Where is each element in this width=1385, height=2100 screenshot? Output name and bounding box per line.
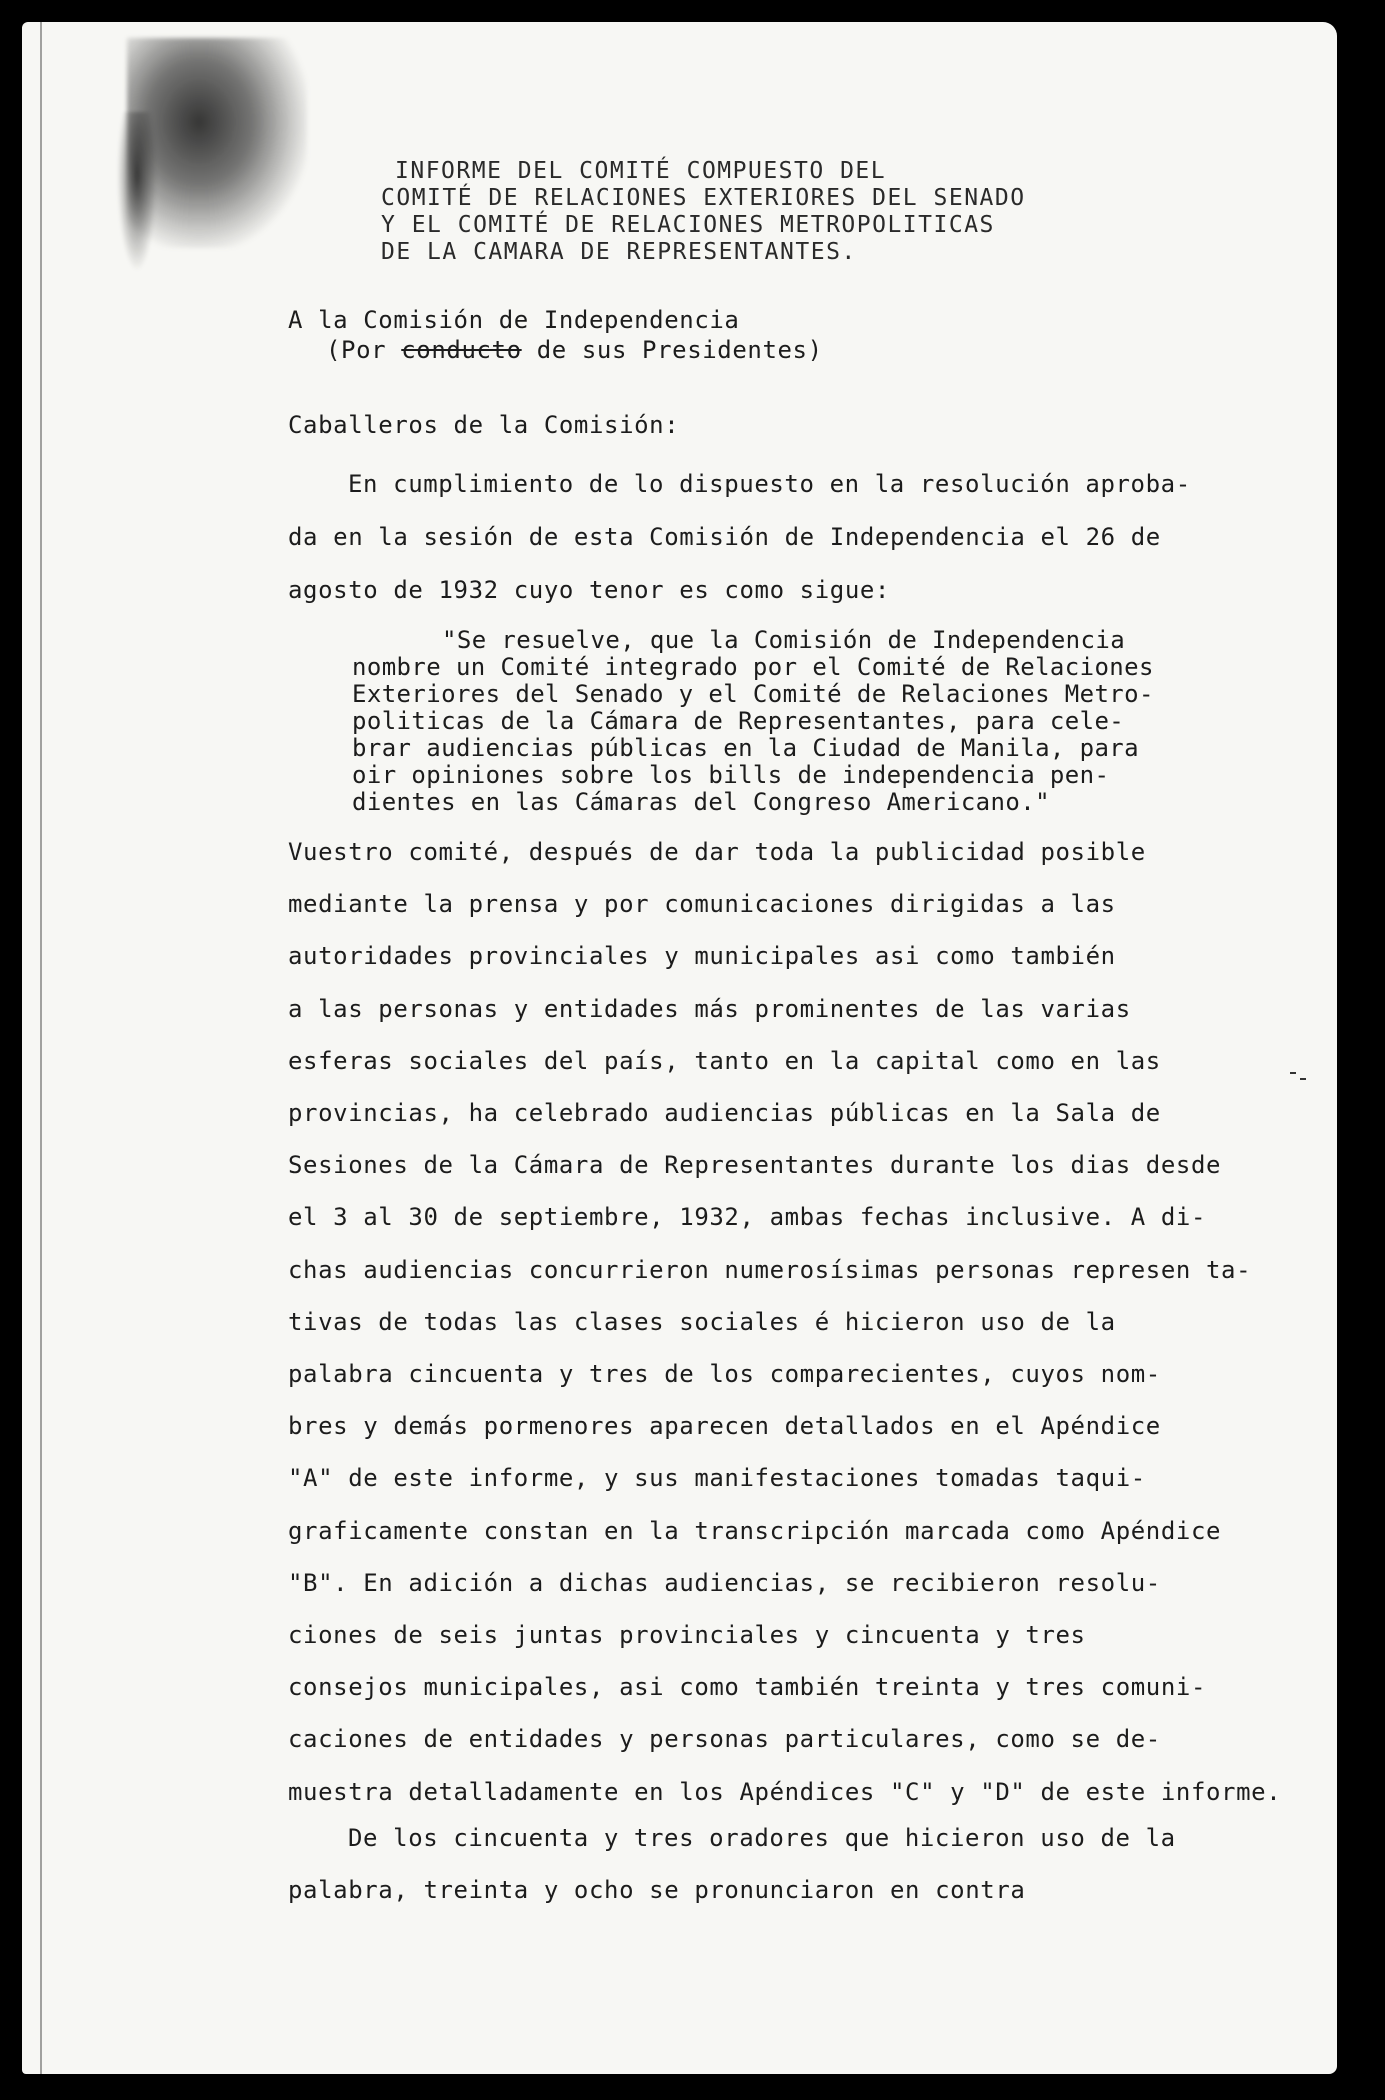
paragraph-1	[288, 458, 1288, 617]
addressee	[288, 305, 1288, 365]
struck-word: conducto	[401, 336, 522, 364]
paragraph-line: el 3 al 30 de septiembre, 1932, ambas fechas inclusive. A di-	[288, 1203, 1207, 1232]
quote-line: brar audiencias públicas en la Ciudad de Manila, para	[352, 734, 1140, 762]
addressee-via-open: (Por	[326, 336, 402, 364]
paragraph-line: consejos municipales, asi como también treinta y tres comuni-	[288, 1673, 1207, 1702]
paragraph-line: a las personas y entidades más prominentes de las varias	[288, 994, 1131, 1023]
paragraph-line: graficamente constan en la transcripción marcada como Apéndice	[288, 1516, 1222, 1545]
paragraph-line: caciones de entidades y personas particulares, como se de-	[288, 1725, 1161, 1754]
quoted-resolution	[352, 627, 1252, 816]
paragraph-line: "B". En adición a dichas audiencias, se recibieron resolu-	[288, 1568, 1161, 1597]
salutation: Caballeros de la Comisión:	[288, 411, 680, 439]
paragraph-line: En cumplimiento de lo dispuesto en la resolución aproba-	[348, 470, 1191, 498]
paragraph-line: agosto de 1932 cuyo tenor es como sigue:	[288, 576, 890, 604]
page-margin-line	[40, 22, 42, 2074]
title-line: Y EL COMITÉ DE RELACIONES METROPOLITICAS	[381, 212, 995, 238]
document-title	[381, 158, 1115, 266]
scan-mark	[1300, 1078, 1306, 1080]
paragraph-line: muestra detalladamente en los Apéndices "C" y "D" de este informe.	[288, 1777, 1282, 1806]
scan-mark	[1290, 1072, 1296, 1074]
paragraph-line: palabra cincuenta y tres de los comparecientes, cuyos nom-	[288, 1360, 1161, 1389]
paragraph-line: mediante la prensa y por comunicaciones dirigidas a las	[288, 890, 1116, 919]
title-line: COMITÉ DE RELACIONES EXTERIORES DEL SENADO	[381, 185, 1026, 211]
quote-line: oir opiniones sobre los bills de independencia pen-	[352, 761, 1110, 789]
paragraph-line: tivas de todas las clases sociales é hicieron uso de la	[288, 1307, 1116, 1336]
quote-line: politicas de la Cámara de Representantes, para cele-	[352, 707, 1125, 735]
paragraph-line: bres y demás pormenores aparecen detallados en el Apéndice	[288, 1412, 1161, 1441]
paragraph-3	[288, 1812, 1288, 1916]
quote-line: nombre un Comité integrado por el Comité de Relaciones	[352, 653, 1154, 681]
paragraph-line: esferas sociales del país, tanto en la capital como en las	[288, 1046, 1161, 1075]
paragraph-line: da en la sesión de esta Comisión de Independencia el 26 de	[288, 523, 1161, 551]
title-line: DE LA CAMARA DE REPRESENTANTES.	[381, 239, 857, 265]
ink-smudge-lower	[117, 112, 157, 272]
paragraph-line: provincias, ha celebrado audiencias públicas en la Sala de	[288, 1099, 1161, 1128]
paragraph-line: "A" de este informe, y sus manifestaciones tomadas taqui-	[288, 1464, 1146, 1493]
title-line: INFORME DEL COMITÉ COMPUESTO DEL	[395, 158, 887, 184]
paragraph-line: Sesiones de la Cámara de Representantes durante los dias desde	[288, 1151, 1222, 1180]
addressee-line: A la Comisión de Independencia	[288, 306, 740, 334]
addressee-via-line	[288, 335, 1288, 365]
paragraph-line: De los cincuenta y tres oradores que hicieron uso de la	[348, 1824, 1176, 1852]
quote-line: dientes en las Cámaras del Congreso Americano."	[352, 788, 1050, 816]
paragraph-line: chas audiencias concurrieron numerosísimas personas represen ta-	[288, 1255, 1252, 1284]
paragraph-2	[288, 826, 1288, 1818]
quote-line: "Se resuelve, que la Comisión de Independencia	[442, 626, 1126, 654]
paragraph-line: palabra, treinta y ocho se pronunciaron en contra	[288, 1876, 1026, 1904]
addressee-via-rest: de sus Presidentes)	[521, 336, 823, 364]
quote-line: Exteriores del Senado y el Comité de Relaciones Metro-	[352, 680, 1154, 708]
paragraph-line: Vuestro comité, después de dar toda la publicidad posible	[288, 838, 1146, 866]
paragraph-line: autoridades provinciales y municipales asi como también	[288, 942, 1116, 971]
paragraph-line: ciones de seis juntas provinciales y cincuenta y tres	[288, 1621, 1086, 1650]
